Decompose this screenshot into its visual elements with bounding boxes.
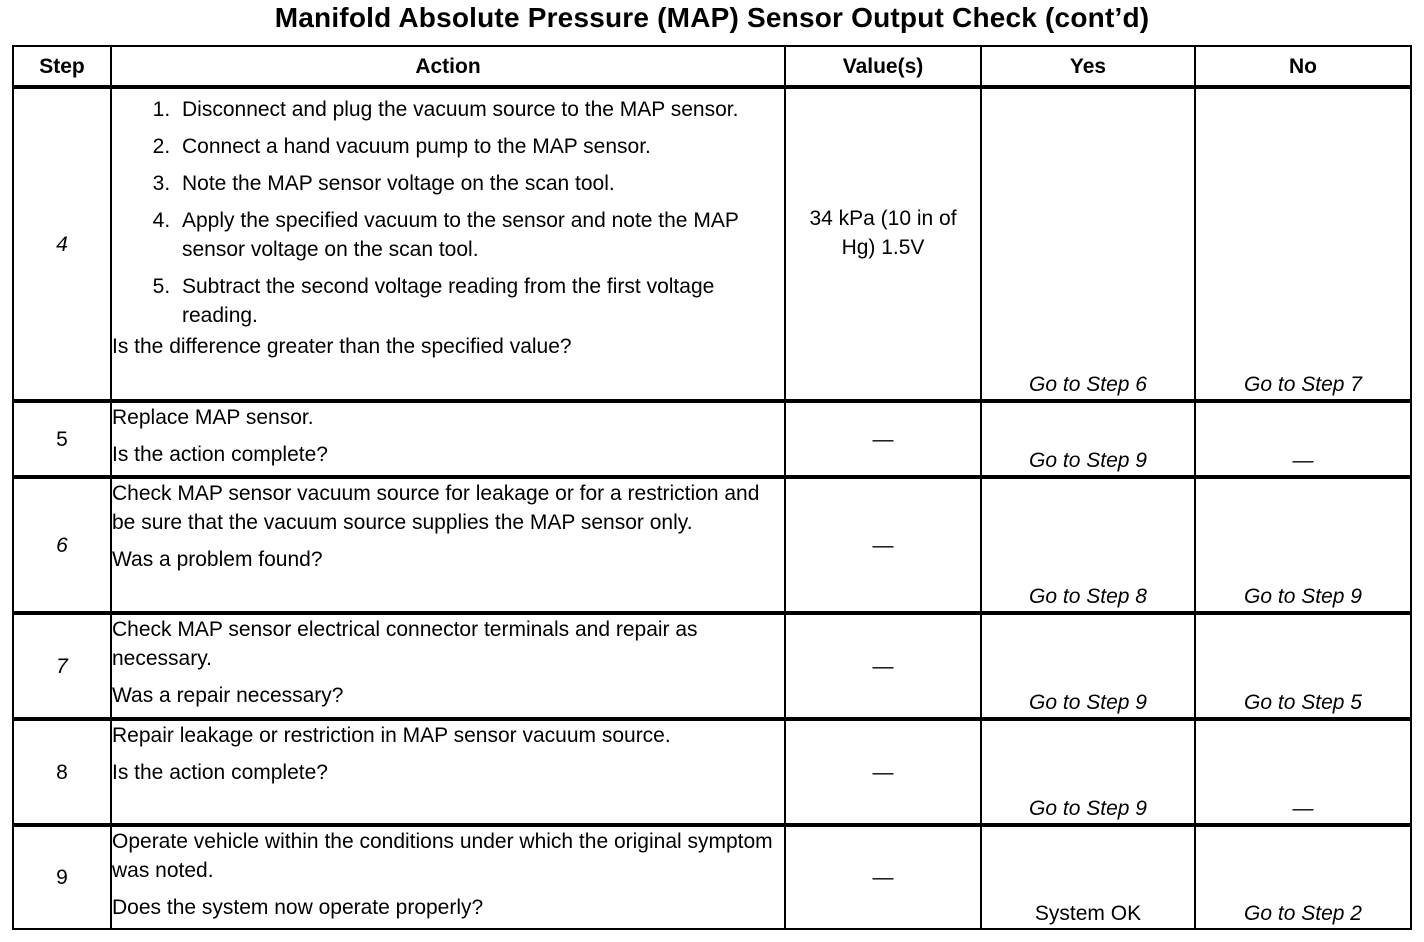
- step-number: 8: [13, 719, 111, 825]
- header-step: Step: [13, 46, 111, 87]
- table-row-step-4: [13, 87, 1411, 401]
- table-row-step-8: [13, 719, 1411, 825]
- table-row-step-7: [13, 613, 1411, 719]
- list-item: 4. Apply the specified vacuum to the sensor and note the MAP sensor voltage on the scan tool.: [176, 206, 784, 264]
- yes-result: Go to Step 9: [981, 613, 1195, 719]
- value-cell: —: [785, 477, 981, 613]
- action-cell: [111, 719, 785, 825]
- header-action: Action: [111, 46, 785, 87]
- table-header-row: [13, 46, 1411, 87]
- step-number: 5: [13, 401, 111, 477]
- value-cell: —: [785, 825, 981, 929]
- action-question: Is the action complete?: [112, 443, 328, 466]
- list-item: 3. Note the MAP sensor voltage on the scan tool.: [176, 169, 784, 198]
- no-result: Go to Step 7: [1195, 87, 1411, 401]
- value-cell: —: [785, 401, 981, 477]
- list-item: 1. Disconnect and plug the vacuum source to the MAP sensor.: [176, 95, 784, 124]
- no-result: Go to Step 2: [1195, 825, 1411, 929]
- yes-result: System OK: [981, 825, 1195, 929]
- table-row-step-6: [13, 477, 1411, 613]
- action-question: Is the difference greater than the specified value?: [112, 335, 572, 358]
- action-question: Was a repair necessary?: [112, 684, 344, 707]
- action-cell: [111, 613, 785, 719]
- action-steps-list: [112, 95, 784, 330]
- action-text: Replace MAP sensor.: [112, 406, 314, 429]
- action-text: Repair leakage or restriction in MAP sensor vacuum source.: [112, 724, 671, 747]
- diagnostic-table: [12, 45, 1412, 930]
- action-text: Check MAP sensor vacuum source for leakage or for a restriction and be sure that the vacuum source supplies the MAP sensor only.: [112, 482, 760, 534]
- yes-result: Go to Step 8: [981, 477, 1195, 613]
- step-number: 9: [13, 825, 111, 929]
- step-number: 4: [13, 87, 111, 401]
- page-title: Manifold Absolute Pressure (MAP) Sensor Output Check (cont’d): [274, 2, 1150, 33]
- table-row-step-9: [13, 825, 1411, 929]
- action-question: Does the system now operate properly?: [112, 896, 484, 919]
- list-item: 2. Connect a hand vacuum pump to the MAP sensor.: [176, 132, 784, 161]
- action-text: Check MAP sensor electrical connector terminals and repair as necessary.: [112, 618, 698, 670]
- yes-result: Go to Step 9: [981, 401, 1195, 477]
- action-cell: [111, 87, 785, 401]
- action-cell: [111, 401, 785, 477]
- table-row-step-5: [13, 401, 1411, 477]
- step-number: 6: [13, 477, 111, 613]
- value-cell: —: [785, 613, 981, 719]
- header-no: No: [1195, 46, 1411, 87]
- action-cell: [111, 825, 785, 929]
- value-cell: [785, 87, 981, 401]
- header-yes: Yes: [981, 46, 1195, 87]
- action-cell: [111, 477, 785, 613]
- no-result: —: [1195, 719, 1411, 825]
- action-question: Was a problem found?: [112, 548, 323, 571]
- value-text: 34 kPa (10 in of Hg) 1.5V: [809, 207, 957, 259]
- no-result: Go to Step 5: [1195, 613, 1411, 719]
- no-result: Go to Step 9: [1195, 477, 1411, 613]
- header-values: Value(s): [785, 46, 981, 87]
- action-text: Operate vehicle within the conditions under which the original symptom was noted.: [112, 830, 773, 882]
- yes-result: Go to Step 6: [981, 87, 1195, 401]
- list-item: 5. Subtract the second voltage reading from the first voltage reading.: [176, 272, 784, 330]
- no-result: —: [1195, 401, 1411, 477]
- action-question: Is the action complete?: [112, 761, 328, 784]
- yes-result: Go to Step 9: [981, 719, 1195, 825]
- value-cell: —: [785, 719, 981, 825]
- step-number: 7: [13, 613, 111, 719]
